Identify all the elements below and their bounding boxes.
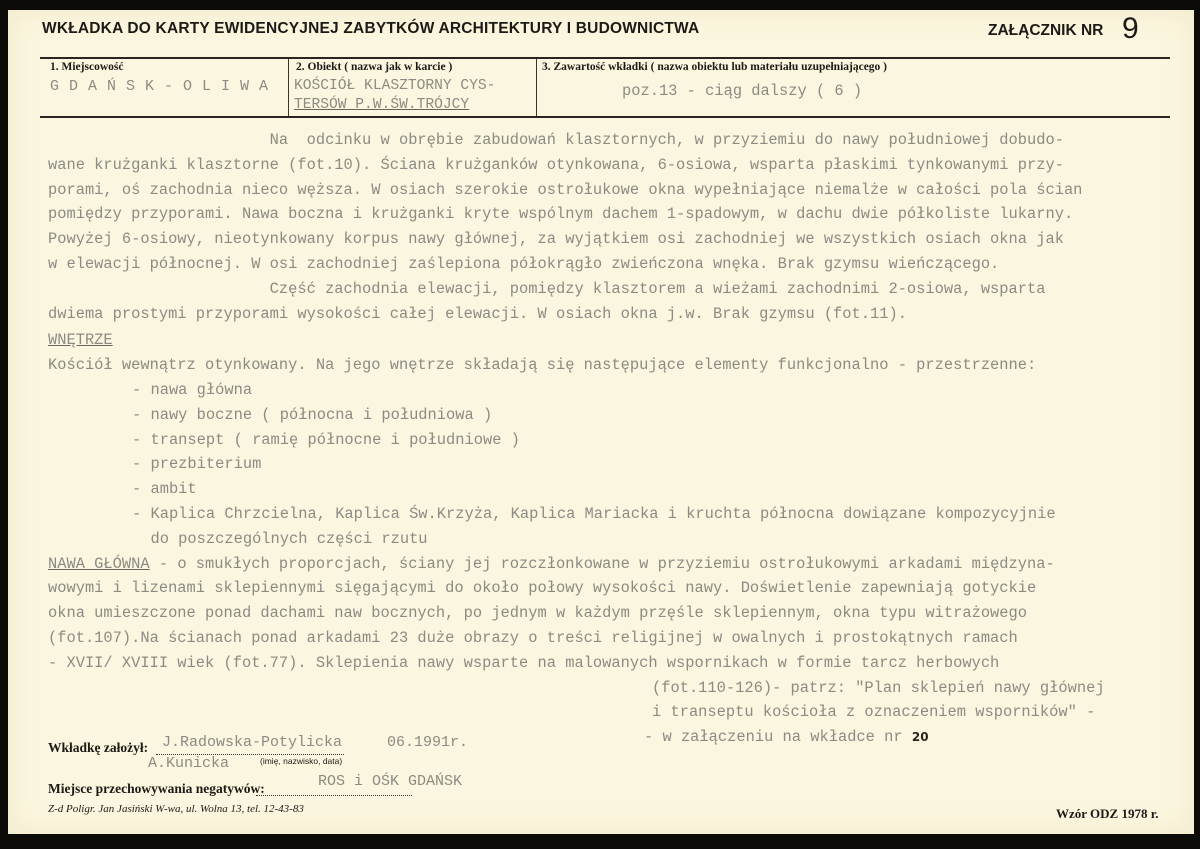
nave-heading: NAWA GŁÓWNA [48, 554, 150, 573]
nave-text-right: (fot.110-126)- patrz: "Plan sklepień nawy głównej [652, 678, 1105, 697]
author-value: J.Radowska-Potylicka 06.1991r. [162, 734, 469, 751]
nave-text: (fot.107).Na ścianach ponad arkadami 23 duże obrazy o treści religijnej w owalnych i prostokątnych ramach [48, 628, 1018, 647]
column-divider [288, 59, 289, 116]
nave-text-right: - w załączeniu na wkładce nr [644, 728, 912, 747]
author-value-2: A.Kunicka [148, 755, 230, 772]
interior-item: - prezbiterium [132, 455, 262, 474]
interior-item: - nawy boczne ( północna i południowa ) [132, 405, 493, 424]
form-title: WKŁADKA DO KARTY EWIDENCYJNEJ ZABYTKÓW ARCHITEKTURY I BUDOWNICTWA [42, 20, 700, 37]
attachment-number: 9 [1122, 12, 1139, 45]
storage-dotted-line [256, 795, 412, 796]
interior-item: - Kaplica Chrzcielna, Kaplica Św.Krzyża, Kaplica Mariacka i kruchta północna dowiązane kompozycyjnie [132, 504, 1056, 523]
body-line: Powyżej 6-osiowy, nieotynkowany korpus nawy głównej, za wyjątkiem osi zachodniej we wszystkich osiach okna jak [48, 230, 1064, 249]
interior-intro: Kościół wewnątrz otynkowany. Na jego wnętrze składają się następujące elementy funkcjonalno - przestrzenne: [48, 356, 1037, 375]
printer-imprint: Z-d Poligr. Jan Jasiński W-wa, ul. Wolna 13, tel. 12-43-83 [48, 803, 304, 815]
nave-text: - XVII/ XVIII wiek (fot.77). Sklepienia nawy wsparte na malowanych wspornikach w formie tarcz herbowych [48, 653, 1000, 672]
interior-item: - transept ( ramię północne i południowe ) [132, 430, 520, 449]
object-value-line1: KOŚCIÓŁ KLASZTORNY CYS- [294, 78, 496, 94]
interior-item: - nawa główna [132, 380, 253, 399]
attachment-ref-number: 20 [911, 730, 929, 745]
header-rule-bottom [40, 116, 1170, 118]
interior-heading: WNĘTRZE [48, 331, 113, 350]
form-template-id: Wzór ODZ 1978 r. [1056, 806, 1159, 821]
interior-item: do poszczególnych części rzutu [132, 529, 428, 548]
header-rule-top [40, 57, 1170, 59]
contents-value: poz.13 - ciąg dalszy ( 6 ) [622, 82, 863, 100]
nave-text-right: i transeptu kościoła z oznaczeniem wsporników" - [652, 703, 1096, 722]
locality-label: 1. Miejscowość [50, 61, 124, 73]
body-line: w elewacji północnej. W osi zachodniej zaślepiona półokrągło zwieńczona wnęka. Brak gzymsu wieńczącego. [48, 254, 1000, 273]
interior-item: - ambit [132, 480, 197, 499]
nave-text: - o smukłych proporcjach, ściany jej rozczłonkowane w przyziemiu ostrołukowymi arkadami międzyna- [149, 554, 1055, 573]
object-label: 2. Obiekt ( nazwa jak w karcie ) [296, 61, 453, 73]
body-line: pomiędzy przyporami. Nawa boczna i krużganki kryte wspólnym dachem 1-spadowym, w dachu dwie półkoliste lukarny. [48, 205, 1074, 224]
object-value-line2: TERSÓW P.W.ŚW.TRÓJCY [294, 97, 470, 113]
column-divider [536, 59, 537, 116]
body-line: wane krużganki klasztorne (fot.10). Ściana krużganków otynkowana, 6-osiowa, wsparta płaskimi tynkowanymi przy- [48, 155, 1064, 174]
body-line: Część zachodnia elewacji, pomiędzy klasztorem a wieżami zachodnimi 2-osiowa, wsparta [48, 279, 1046, 298]
attachment-label: ZAŁĄCZNIK NR [988, 22, 1104, 39]
storage-label: Miejsce przechowywania negatywów: [48, 781, 265, 796]
document-body [48, 128, 1168, 750]
locality-value: G D A Ń S K - O L I W A [50, 78, 269, 95]
author-hint: (imię, nazwisko, data) [260, 756, 343, 766]
contents-label: 3. Zawartość wkładki ( nazwa obiektu lub materiału uzupełniającego ) [542, 61, 888, 73]
body-line: porami, oś zachodnia nieco węższa. W osiach szerokie ostrołukowe okna wypełniające niemalże w całości pola ścian [48, 180, 1083, 199]
nave-text: okna umieszczone ponad dachami naw bocznych, po jednym w każdym przęśle sklepiennym, okna typu witrażowego [48, 604, 1028, 623]
storage-value: ROS i OŚK GDAŃSK [318, 773, 463, 790]
body-line: Na odcinku w obrębie zabudowań klasztornych, w przyziemiu do nawy południowej dobudo- [48, 131, 1064, 149]
body-line: dwiema prostymi przyporami wysokości całej elewacji. W osiach okna j.w. Brak gzymsu (fot.11). [48, 304, 907, 323]
author-label: Wkładkę założył: [48, 740, 149, 755]
nave-text: wowymi i lizenami sklepiennymi sięgającymi do około połowy wysokości nawy. Doświetlenie zapewniają gotyckie [48, 579, 1037, 598]
